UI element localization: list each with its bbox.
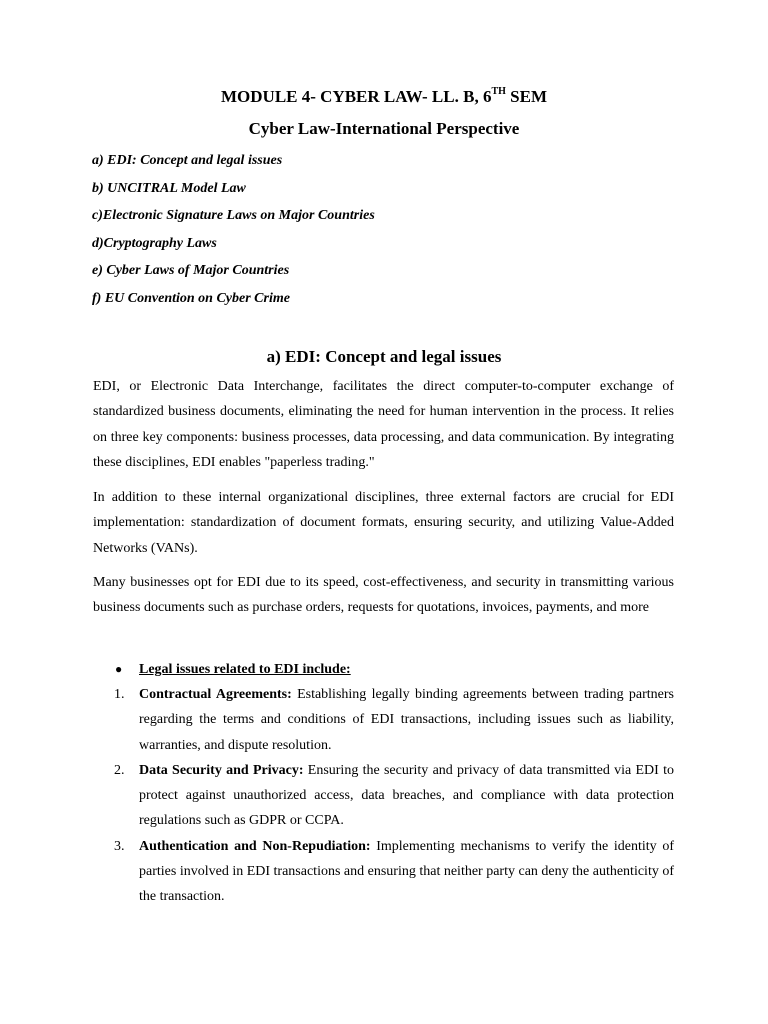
topic-item: d)Cryptography Laws — [92, 235, 217, 251]
page-title-end: SEM — [505, 87, 547, 106]
topic-item: e) Cyber Laws of Major Countries — [92, 263, 290, 279]
list-item — [93, 834, 674, 910]
list-item-text: Ensuring the security and privacy of data transmitted via EDI to protect against unauthorized access, data breaches, and compliance with data protection regulations such as GDPR or CCPA. — [139, 762, 674, 829]
list-item-body — [139, 682, 674, 758]
list-number: 2. — [114, 762, 125, 778]
list-item-heading: Contractual Agreements: — [139, 687, 292, 702]
paragraph: In addition to these internal organizational disciplines, three external factors are crucial for EDI implementation: standardization of document formats, ensuring security, and utilizing Value-Added Networks (VANs). — [93, 490, 674, 556]
paragraph: EDI, or Electronic Data Interchange, facilitates the direct computer-to-computer exchange of standardized business documents, eliminating the need for human intervention in the process. It relies on three key components: business processes, data processing, and data communication. By integrating these disciplines, EDI enables "paperless trading." — [93, 379, 674, 470]
section-heading: a) EDI: Concept and legal issues — [266, 347, 502, 366]
bullet-text: Legal issues related to EDI include: — [139, 662, 351, 677]
paragraph: Many businesses opt for EDI due to its speed, cost-effectiveness, and security in transmitting various business documents such as purchase orders, requests for quotations, invoices, payments, and more — [93, 575, 674, 616]
numbered-list — [93, 682, 674, 910]
list-item-heading: Authentication and Non-Repudiation: — [139, 838, 371, 854]
list-number: 1. — [114, 687, 125, 702]
page-subtitle: Cyber Law-International Perspective — [248, 119, 520, 138]
list-item-text: Establishing legally binding agreements between trading partners regarding the terms and conditions of EDI transactions, including issues such as liability, warranties, and dispute resolution. — [139, 687, 674, 753]
list-item — [93, 682, 674, 758]
page-title-superscript: TH — [491, 86, 506, 98]
list-item-body — [139, 834, 674, 910]
topic-item: a) EDI: Concept and legal issues — [92, 153, 283, 168]
list-number: 3. — [114, 838, 125, 854]
topic-list — [92, 147, 692, 313]
list-item-text: Implementing mechanisms to verify the identity of parties involved in EDI transactions and ensuring that neither party can deny the authenticity of the transaction. — [139, 838, 674, 905]
list-item-heading: Data Security and Privacy: — [139, 762, 304, 778]
page-title-main: MODULE 4- CYBER LAW- LL. B, 6 — [221, 87, 492, 106]
topic-item: c)Electronic Signature Laws on Major Countries — [92, 208, 375, 224]
topic-item: f) EU Convention on Cyber Crime — [92, 290, 290, 306]
list-item — [93, 758, 674, 834]
topic-item: b) UNCITRAL Model Law — [92, 180, 246, 196]
list-item-body — [139, 758, 674, 834]
page-title — [0, 86, 768, 108]
bullet-dot-icon: ● — [115, 662, 123, 676]
